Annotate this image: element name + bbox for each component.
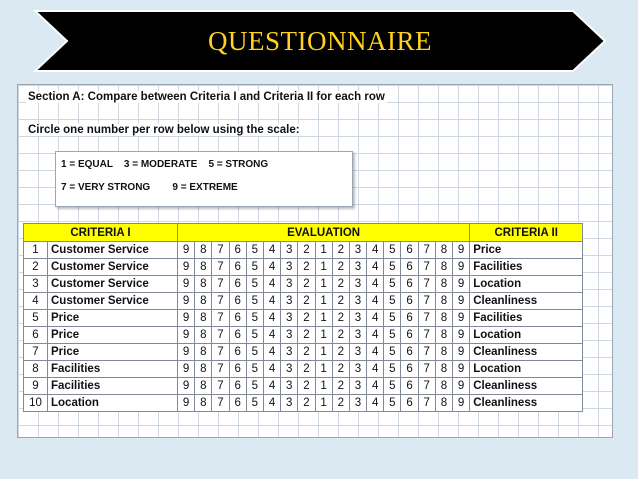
criteria-1-cell: Customer Service: [48, 293, 178, 310]
scale-option-cell[interactable]: 5: [384, 327, 401, 344]
scale-option-cell[interactable]: 3: [281, 310, 298, 327]
scale-option-cell[interactable]: 9: [453, 395, 470, 412]
scale-option-cell[interactable]: 3: [281, 395, 298, 412]
scale-option-cell[interactable]: 8: [195, 327, 212, 344]
scale-option-cell[interactable]: 2: [332, 293, 349, 310]
scale-option-cell[interactable]: 5: [384, 395, 401, 412]
scale-option-cell[interactable]: 9: [178, 327, 195, 344]
scale-option-cell[interactable]: 7: [418, 310, 435, 327]
table-row: [24, 327, 583, 344]
header-criteria-2: CRITERIA II: [470, 224, 583, 242]
scale-option-cell[interactable]: 6: [229, 395, 246, 412]
scale-option-cell[interactable]: 6: [401, 276, 418, 293]
scale-option-cell[interactable]: 2: [332, 378, 349, 395]
scale-option-cell[interactable]: 4: [263, 395, 280, 412]
title-banner: [33, 9, 607, 73]
row-number: 7: [24, 344, 48, 361]
scale-option-cell[interactable]: 3: [281, 327, 298, 344]
scale-option-cell[interactable]: 3: [349, 293, 366, 310]
scale-option-cell[interactable]: 5: [384, 242, 401, 259]
scale-option-cell[interactable]: 4: [263, 361, 280, 378]
scale-option-cell[interactable]: 5: [246, 395, 263, 412]
criteria-1-cell: Price: [48, 310, 178, 327]
scale-option-cell[interactable]: 2: [298, 259, 315, 276]
scale-option-cell[interactable]: 7: [212, 395, 229, 412]
criteria-2-cell: Price: [470, 242, 583, 259]
scale-option-cell[interactable]: 2: [298, 344, 315, 361]
scale-option-cell[interactable]: 5: [246, 310, 263, 327]
scale-option-cell[interactable]: 7: [418, 344, 435, 361]
scale-option-cell[interactable]: 6: [401, 310, 418, 327]
table-row: [24, 344, 583, 361]
row-number: 8: [24, 361, 48, 378]
scale-option-cell[interactable]: 4: [367, 242, 384, 259]
table-header-row: [24, 224, 583, 242]
scale-option-cell[interactable]: 3: [281, 293, 298, 310]
table-row: [24, 293, 583, 310]
banner-title: QUESTIONNAIRE: [208, 25, 432, 56]
scale-option-cell[interactable]: 5: [384, 344, 401, 361]
scale-option-cell[interactable]: 9: [178, 395, 195, 412]
scale-option-cell[interactable]: 9: [453, 293, 470, 310]
section-title: Section A: Compare between Criteria I and Criteria II for each row: [28, 91, 385, 103]
scale-option-cell[interactable]: 4: [367, 378, 384, 395]
table-row: [24, 242, 583, 259]
scale-option-cell[interactable]: 5: [246, 378, 263, 395]
scale-option-cell[interactable]: 5: [384, 259, 401, 276]
scale-option-cell[interactable]: 1: [315, 259, 332, 276]
scale-option-cell[interactable]: 8: [435, 310, 452, 327]
criteria-2-cell: Location: [470, 327, 583, 344]
scale-option-cell[interactable]: 9: [178, 242, 195, 259]
scale-option-cell[interactable]: 7: [212, 242, 229, 259]
scale-option-cell[interactable]: 6: [229, 378, 246, 395]
section-instruction: Circle one number per row below using the scale:: [28, 124, 300, 136]
scale-option-cell[interactable]: 3: [281, 344, 298, 361]
scale-option-cell[interactable]: 6: [401, 378, 418, 395]
scale-option-cell[interactable]: 4: [263, 378, 280, 395]
row-number: 2: [24, 259, 48, 276]
scale-option-cell[interactable]: 6: [229, 327, 246, 344]
scale-option-cell[interactable]: 3: [349, 344, 366, 361]
scale-option-cell[interactable]: 6: [401, 293, 418, 310]
scale-option-cell[interactable]: 8: [435, 378, 452, 395]
scale-option-cell[interactable]: 4: [367, 327, 384, 344]
scale-option-cell[interactable]: 9: [178, 310, 195, 327]
scale-option-cell[interactable]: 4: [263, 259, 280, 276]
header-criteria-1: CRITERIA I: [24, 224, 178, 242]
scale-option-cell[interactable]: 3: [349, 276, 366, 293]
scale-option-cell[interactable]: 7: [418, 276, 435, 293]
table-row: [24, 395, 583, 412]
table-row: [24, 259, 583, 276]
scale-option-cell[interactable]: 9: [453, 259, 470, 276]
scale-option-cell[interactable]: 9: [178, 344, 195, 361]
scale-option-cell[interactable]: 2: [298, 310, 315, 327]
criteria-2-cell: Facilities: [470, 310, 583, 327]
scale-option-cell[interactable]: 7: [212, 276, 229, 293]
scale-option-cell[interactable]: 9: [453, 276, 470, 293]
scale-option-cell[interactable]: 5: [246, 276, 263, 293]
scale-option-cell[interactable]: 3: [349, 242, 366, 259]
scale-option-cell[interactable]: 1: [315, 361, 332, 378]
scale-option-cell[interactable]: 2: [332, 242, 349, 259]
scale-option-cell[interactable]: 6: [401, 242, 418, 259]
scale-option-cell[interactable]: 7: [418, 361, 435, 378]
criteria-2-cell: Location: [470, 361, 583, 378]
scale-option-cell[interactable]: 8: [195, 310, 212, 327]
criteria-1-cell: Price: [48, 327, 178, 344]
criteria-1-cell: Facilities: [48, 361, 178, 378]
criteria-1-cell: Facilities: [48, 378, 178, 395]
scale-option-cell[interactable]: 5: [246, 344, 263, 361]
scale-option-cell[interactable]: 8: [435, 361, 452, 378]
scale-option-cell[interactable]: 6: [229, 361, 246, 378]
scale-option-cell[interactable]: 6: [401, 259, 418, 276]
scale-option-cell[interactable]: 8: [435, 293, 452, 310]
scale-option-cell[interactable]: 2: [332, 276, 349, 293]
scale-option-cell[interactable]: 3: [349, 395, 366, 412]
scale-option-cell[interactable]: 3: [349, 259, 366, 276]
row-number: 4: [24, 293, 48, 310]
scale-option-cell[interactable]: 2: [298, 395, 315, 412]
criteria-2-cell: Cleanliness: [470, 293, 583, 310]
scale-option-cell[interactable]: 1: [315, 378, 332, 395]
scale-option-cell[interactable]: 6: [401, 361, 418, 378]
scale-option-cell[interactable]: 7: [212, 293, 229, 310]
scale-option-cell[interactable]: 5: [384, 361, 401, 378]
scale-option-cell[interactable]: 9: [178, 259, 195, 276]
scale-option-cell[interactable]: 5: [384, 310, 401, 327]
scale-option-cell[interactable]: 1: [315, 327, 332, 344]
scale-option-cell[interactable]: 5: [384, 293, 401, 310]
scale-option-cell[interactable]: 6: [229, 276, 246, 293]
scale-option-cell[interactable]: 9: [453, 242, 470, 259]
row-number: 3: [24, 276, 48, 293]
scale-option-cell[interactable]: 4: [263, 293, 280, 310]
scale-legend-line-1: 1 = EQUAL 3 = MODERATE 5 = STRONG: [61, 159, 269, 170]
scale-option-cell[interactable]: 4: [367, 344, 384, 361]
scale-option-cell[interactable]: 2: [332, 344, 349, 361]
scale-option-cell[interactable]: 5: [384, 276, 401, 293]
scale-option-cell[interactable]: 8: [435, 327, 452, 344]
scale-option-cell[interactable]: 1: [315, 293, 332, 310]
scale-option-cell[interactable]: 6: [229, 344, 246, 361]
scale-option-cell[interactable]: 4: [263, 344, 280, 361]
scale-option-cell[interactable]: 3: [281, 242, 298, 259]
scale-option-cell[interactable]: 3: [349, 327, 366, 344]
scale-option-cell[interactable]: 4: [367, 361, 384, 378]
criteria-2-cell: Cleanliness: [470, 395, 583, 412]
scale-option-cell[interactable]: 8: [195, 242, 212, 259]
scale-option-cell[interactable]: 3: [281, 378, 298, 395]
scale-option-cell[interactable]: 7: [418, 259, 435, 276]
scale-option-cell[interactable]: 9: [453, 310, 470, 327]
scale-option-cell[interactable]: 5: [384, 378, 401, 395]
scale-option-cell[interactable]: 4: [367, 310, 384, 327]
scale-option-cell[interactable]: 2: [298, 242, 315, 259]
scale-option-cell[interactable]: 7: [212, 378, 229, 395]
spreadsheet: [17, 84, 613, 438]
scale-legend-line-2: 7 = VERY STRONG 9 = EXTREME: [61, 182, 238, 193]
scale-option-cell[interactable]: 4: [263, 276, 280, 293]
row-number: 1: [24, 242, 48, 259]
scale-option-cell[interactable]: 7: [212, 310, 229, 327]
scale-option-cell[interactable]: 4: [367, 293, 384, 310]
criteria-2-cell: Facilities: [470, 259, 583, 276]
scale-option-cell[interactable]: 6: [401, 344, 418, 361]
scale-option-cell[interactable]: 7: [418, 395, 435, 412]
scale-option-cell[interactable]: 2: [298, 378, 315, 395]
table-row: [24, 310, 583, 327]
scale-option-cell[interactable]: 4: [263, 242, 280, 259]
scale-option-cell[interactable]: 3: [281, 276, 298, 293]
scale-option-cell[interactable]: 5: [246, 242, 263, 259]
scale-option-cell[interactable]: 6: [229, 259, 246, 276]
scale-option-cell[interactable]: 3: [349, 361, 366, 378]
criteria-2-cell: Cleanliness: [470, 378, 583, 395]
scale-option-cell[interactable]: 8: [195, 293, 212, 310]
criteria-1-cell: Location: [48, 395, 178, 412]
scale-option-cell[interactable]: 2: [332, 259, 349, 276]
row-number: 9: [24, 378, 48, 395]
table-row: [24, 361, 583, 378]
scale-option-cell[interactable]: 6: [229, 242, 246, 259]
row-number: 6: [24, 327, 48, 344]
scale-option-cell[interactable]: 2: [332, 310, 349, 327]
scale-option-cell[interactable]: 2: [332, 395, 349, 412]
criteria-2-cell: Location: [470, 276, 583, 293]
scale-option-cell[interactable]: 8: [195, 344, 212, 361]
scale-option-cell[interactable]: 9: [453, 378, 470, 395]
scale-option-cell[interactable]: 8: [435, 344, 452, 361]
scale-option-cell[interactable]: 9: [178, 378, 195, 395]
scale-option-cell[interactable]: 7: [418, 242, 435, 259]
scale-option-cell[interactable]: 7: [212, 327, 229, 344]
scale-option-cell[interactable]: 2: [298, 327, 315, 344]
scale-option-cell[interactable]: 2: [298, 293, 315, 310]
scale-option-cell[interactable]: 7: [212, 361, 229, 378]
scale-option-cell[interactable]: 1: [315, 242, 332, 259]
scale-option-cell[interactable]: 7: [418, 327, 435, 344]
scale-option-cell[interactable]: 6: [229, 293, 246, 310]
scale-option-cell[interactable]: 9: [453, 361, 470, 378]
criteria-1-cell: Customer Service: [48, 259, 178, 276]
scale-option-cell[interactable]: 3: [281, 259, 298, 276]
scale-option-cell[interactable]: 9: [178, 276, 195, 293]
scale-option-cell[interactable]: 6: [401, 395, 418, 412]
scale-option-cell[interactable]: 5: [246, 293, 263, 310]
row-number: 5: [24, 310, 48, 327]
scale-option-cell[interactable]: 3: [281, 361, 298, 378]
scale-option-cell[interactable]: 8: [435, 259, 452, 276]
scale-option-cell[interactable]: 1: [315, 310, 332, 327]
scale-option-cell[interactable]: 9: [178, 293, 195, 310]
scale-option-cell[interactable]: 1: [315, 344, 332, 361]
header-evaluation: EVALUATION: [178, 224, 470, 242]
table-body: [24, 242, 583, 412]
scale-option-cell[interactable]: 7: [418, 293, 435, 310]
scale-option-cell[interactable]: 9: [453, 327, 470, 344]
scale-option-cell[interactable]: 8: [435, 242, 452, 259]
scale-option-cell[interactable]: 6: [401, 327, 418, 344]
table-row: [24, 378, 583, 395]
scale-option-cell[interactable]: 2: [298, 361, 315, 378]
scale-option-cell[interactable]: 9: [178, 361, 195, 378]
scale-option-cell[interactable]: 4: [367, 259, 384, 276]
scale-option-cell[interactable]: 7: [212, 344, 229, 361]
scale-option-cell[interactable]: 9: [453, 344, 470, 361]
scale-option-cell[interactable]: 4: [263, 310, 280, 327]
scale-option-cell[interactable]: 3: [349, 310, 366, 327]
criteria-2-cell: Cleanliness: [470, 344, 583, 361]
scale-option-cell[interactable]: 8: [195, 361, 212, 378]
scale-option-cell[interactable]: 8: [195, 378, 212, 395]
scale-option-cell[interactable]: 8: [195, 395, 212, 412]
scale-option-cell[interactable]: 5: [246, 361, 263, 378]
criteria-1-cell: Price: [48, 344, 178, 361]
scale-option-cell[interactable]: 7: [418, 378, 435, 395]
scale-option-cell[interactable]: 7: [212, 259, 229, 276]
scale-option-cell[interactable]: 5: [246, 259, 263, 276]
scale-option-cell[interactable]: 4: [367, 276, 384, 293]
scale-option-cell[interactable]: 1: [315, 395, 332, 412]
scale-option-cell[interactable]: 2: [298, 276, 315, 293]
scale-option-cell[interactable]: 1: [315, 276, 332, 293]
scale-option-cell[interactable]: 4: [367, 395, 384, 412]
scale-option-cell[interactable]: 4: [263, 327, 280, 344]
criteria-1-cell: Customer Service: [48, 276, 178, 293]
comparison-table: [23, 223, 583, 412]
scale-option-cell[interactable]: 8: [435, 395, 452, 412]
scale-option-cell[interactable]: 2: [332, 327, 349, 344]
scale-option-cell[interactable]: 8: [195, 276, 212, 293]
scale-option-cell[interactable]: 6: [229, 310, 246, 327]
criteria-1-cell: Customer Service: [48, 242, 178, 259]
table-row: [24, 276, 583, 293]
scale-option-cell[interactable]: 5: [246, 327, 263, 344]
scale-legend-box: [55, 151, 353, 207]
row-number: 10: [24, 395, 48, 412]
scale-option-cell[interactable]: 8: [195, 259, 212, 276]
scale-option-cell[interactable]: 3: [349, 378, 366, 395]
scale-option-cell[interactable]: 2: [332, 361, 349, 378]
scale-option-cell[interactable]: 8: [435, 276, 452, 293]
